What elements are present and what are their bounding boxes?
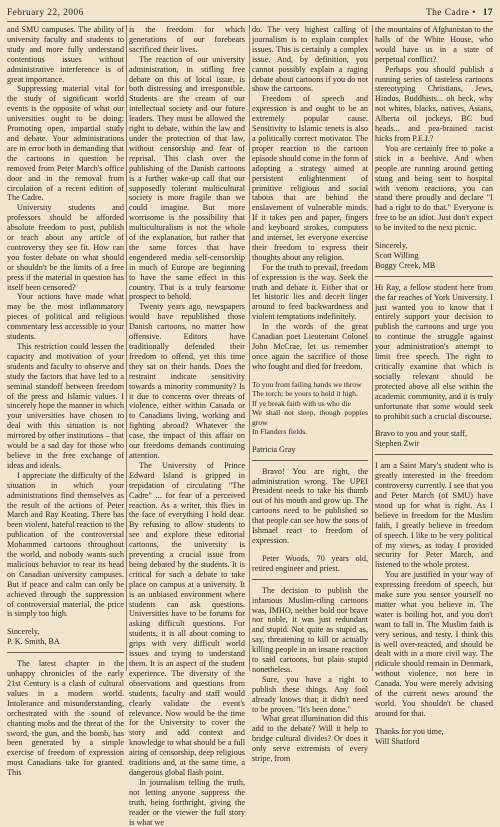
paragraph: You are certainly free to poke a stick in a beehive. And when people are running around getting stung and being sent to hospital with venom reactions, you can stand there proudly and declare "I had a right to do that." Everyone is free to be an idiot. Just don't expect to be invited to the next picnic.	[375, 143, 493, 233]
paragraph: Suppressing material vital for the study of significant world events is the opposite of what our universities ought to be doing: Promoting open, impartial study and debate. Your administrations are in error both in demanding that the cartoons in question be removed from Peter March's office door and in the removal from circulation of a recent edition of The Cadre.	[7, 84, 124, 203]
signature-location: Boggy Creek, MB	[375, 260, 436, 270]
paragraph: This restriction could lessen the capacity and motivation of your students and faculty to observe and study the factors that have led to a seminal standoff between freedom of the press and Islamic values. I sincerely hope the manner in which your universities have chosen to deal with this situation is not mirrored by other institutions – that would be a sad day for those who believe in the free exchange of ideas and ideals.	[7, 342, 124, 470]
paragraph: The reaction of our university administration, in stifling free debate on this of local issue, is both distressing and irresponsible. Students are the cream of our intellectual society and our future leaders. They must be allowed the right to debate, within the law and under the protection of that law, without censorship and fear of reprisal. This clash over the publishing of the Danish cartoons is a further wake-up call that our supposedly tolerant multicultural society is more fragile than we could imagine. But more worrisome is the possibility that multiculturalism is not the whole of the explanation, but rather that the same forces that have engendered media self-censorship in much of Europe are beginning to have the same effect in this country. That is a truly fearsome prospect to behold.	[129, 54, 245, 302]
header-separator: •	[472, 8, 476, 18]
poem-line: If ye break faith with us who die	[252, 398, 351, 408]
paragraph: Hi Ray, a fellow student here from the far reaches of York University. I just wanted you to know that I entirely support your decision to publish the cartoons and urge you to continue the struggle against your administration's attempt to limit free speech. The right to critically examine that which is socially relevant should be protected above all else within the academic community, and it is truly unfortunate that some would seek to prohibit such a crucial discourse.	[375, 282, 493, 421]
publication-name: The Cadre	[425, 8, 470, 18]
poem-line: We shall not sleep, though poppies grow	[252, 408, 368, 427]
paragraph: In the words of the great Canadian poet Lieutenant Colonel John McCrae, let us remember once again the sacrifice of those who fought and died for freedom.	[252, 322, 368, 371]
paragraph: The decision to publish the infamous Muslim-riling cartoons was, IMHO, neither bold nor brave nor noble, it was just redundant and stupid. Not quite as stupid as, say, threatening to kill or actually killing people in an insane reaction to said cartoons, but plain stupid nonetheless.	[252, 585, 368, 674]
letter-divider	[375, 454, 493, 455]
letter-divider	[252, 579, 368, 580]
paragraph: is the freedom for which generations of our forebears sacrificed their lives.	[129, 25, 245, 54]
letter-divider	[375, 276, 493, 277]
signature: Peter Woods, 70 years old, retired engineer and priest.	[252, 553, 368, 573]
paragraph: What great illumination did this add to the debate? Will it help to bridge cultural divides? Or does it only serve extremists of every stripe, from	[252, 714, 368, 764]
paragraph: Your actions have made what may be the most inflammatory pieces of political and religious commentary less accessible to your students.	[7, 292, 124, 342]
signature: Stephen Zwir	[375, 439, 420, 449]
paragraph: In journalism telling the truth, not letting anyone suppress the truth, being forthright, giving the reader or the viewer the full story is what we	[129, 777, 245, 827]
paragraph: For the truth to prevail, freedom of expression is the way. Seek the truth and debate it. Either that or let historic lies and deceit linger around to feed backwardness and violent temptations indefinitely.	[252, 262, 368, 322]
signature: Patricia Gray	[252, 444, 296, 454]
poem-line: The torch; be yours to hold it high.	[252, 389, 358, 399]
paragraph: The latest chapter in the unhappy chronicles of the early 21st Century is a clash of cultural values in a modern world. Intolerance and misunderstanding, orchestrated with the sound of chanting mobs and the threat of the sword, the gun, and the bomb, has been generated by a simple exercise of freedom of expression most Canadians take for granted. This	[7, 659, 124, 778]
paragraph: Perhaps you should publish a running series of tasteless cartoons stereotyping Christians, Jews, Hindus, Buddhists... oh heck, why not whites, blacks, natives, Asians, Alberta oil jockeys, BC bud heads... and pea-brained racist hicks from P.E.I.?	[375, 64, 493, 143]
column-rule	[126, 25, 127, 671]
paragraph: Bravo! You are right, the administration wrong. The UPEI President needs to take his thumb out of his mouth and grow up. The cartoons need to be published so that people can see how the sons of Ishmael react to freedom of expression.	[252, 466, 368, 545]
signoff: Sincerely,	[375, 241, 408, 251]
column-2	[129, 25, 245, 827]
column-4	[375, 25, 493, 746]
paragraph: Twenty years ago, newspapers would have republished those Danish cartoons, no matter how offensive. Editors have traditionally defended their freedom to offend, yet this time they sat on their hands. Does the restraint indicate sensitivity towards a minority community? Is it due to concerns over threats of violence, either within Canada or to Canadians living, working and fighting abroad? Whatever the case, the impact of this affair on our freedoms demands continuing attention.	[129, 302, 245, 460]
paragraph: Freedom of speech and expression is and ought to be an extremely popular cause. Sensitivity to Islamic tenets is also a politically correct motivator. The proper reaction to the cartoon episode should come in the form of adopting a strategy aimed at persistent enlightenment of primitive religious and social taboos that are behind the enslavement of vulnerable minds. If it takes pen and paper, fingers and keyboard strokes, computers and internet, let everyone exercise their freedom to express their thoughts about any religion.	[252, 94, 368, 262]
paragraph: I am a Saint Mary's student who is greatly interested in the freedom controversy currently. I see that you and Peter March (of SMU) have stood up for what is right. As I believe in freedom for the Muslim faith, I greatly believe in freedom of speech. I like to be very political of my views, as today I provided security for Peter March, and listened to the whole protest.	[375, 461, 493, 570]
paragraph: do. The very highest calling of journalism is to explain complex issues. This is certainly a complex issue. And, by definition, you cannot possibly explain a raging debate about cartoons if you do not show the cartoons.	[252, 25, 368, 94]
signature: Will Shatford	[375, 736, 420, 746]
paragraph: Sure, you have a right to publish these things. Any fool already knows that; it didn't need to be proven. "It's been done."	[252, 674, 368, 714]
paragraph: and SMU campuses. The ability of university faculty and students to study and more fully understand contentious issues without administrative interference is of great importance.	[7, 25, 124, 84]
paragraph: The University of Prince Edward Island is gripped in trepidation of circulating "The Cadre" ... for fear of a perceived reaction. As a writer, this flies in the face of everything I hold dear. By refusing to allow students to see and explore these editorial cartoons, the university is preventing a crucial issue from being debated by the students. It is critical for such a debate to take place on campus at a university. It is an unbiased environment where students can ask questions. Universities have to be forums for asking difficult questions. For students, it is all about coming to grips with very difficult world issues and trying to understand them. It is an aspect of the student experience. The diversity of the observations and questions from students, faculty and staff would clearly validate the event's relevance. Now would be the time for the University to cover the story and add context and knowledge to what should be a full airing of censorship, deep religious traditions and, at the same time, a dangerous global flash point.	[129, 460, 245, 777]
letter-divider	[252, 460, 368, 461]
paragraph: I appreciate the difficulty of the situation in which your administrations find themselves as the result of the actions of Peter March and Ray Keating. There has been violent, hateful reaction to the publication of the controversial Mohammed cartoons throughout the world, and nobody wants such malicious behavior to rear its head on Canadian university campuses. But if peace and calm can only be achieved through the suppression of controversial material, the price is simply too high.	[7, 470, 124, 619]
signoff: Sincerely,	[7, 627, 40, 637]
column-1	[7, 25, 124, 778]
issue-date: February 22, 2006	[7, 8, 84, 18]
column-rule	[249, 25, 250, 671]
signoff: Bravo to you and your staff,	[375, 429, 468, 439]
column-3	[252, 25, 368, 764]
page-number: 17	[482, 8, 493, 18]
signature: P. K. Smith, BA	[7, 637, 60, 647]
paragraph: the mountains of Afghanistan to the halls of the White House, who would have us in a state of perpetual conflict?	[375, 25, 493, 64]
paragraph: You are justified in your way of expressing freedom of speech, but make sure you sensor yourself no matter what you believe in. The water is boiling hot, and you don't want to fall in. The Muslim faith is very serious, and testy. I think this is well over-reacted, and should be dealt with in a more civil way. The ridicule should remain in Denmark, without violence, not here in Canada. You were merely advising of the current news around the world. You shouldn't be chased around for that.	[375, 570, 493, 718]
paragraph: University students and professors should be afforded absolute freedom to post, publish or teach about any article of controversy they see fit. How can you foster debate on what should or shouldn't be the limits of a free press if the material in question has itself been censored?	[7, 203, 124, 292]
publication-info	[426, 8, 493, 18]
column-rule	[372, 25, 373, 671]
signoff: Thanks for you time,	[375, 726, 444, 736]
page-header	[7, 3, 493, 22]
letter-divider	[7, 652, 124, 653]
poem-line: To you from failing hands we throw	[252, 379, 362, 389]
signature: Scott Willing	[375, 250, 419, 260]
poem-line: In Flanders fields.	[252, 427, 308, 437]
